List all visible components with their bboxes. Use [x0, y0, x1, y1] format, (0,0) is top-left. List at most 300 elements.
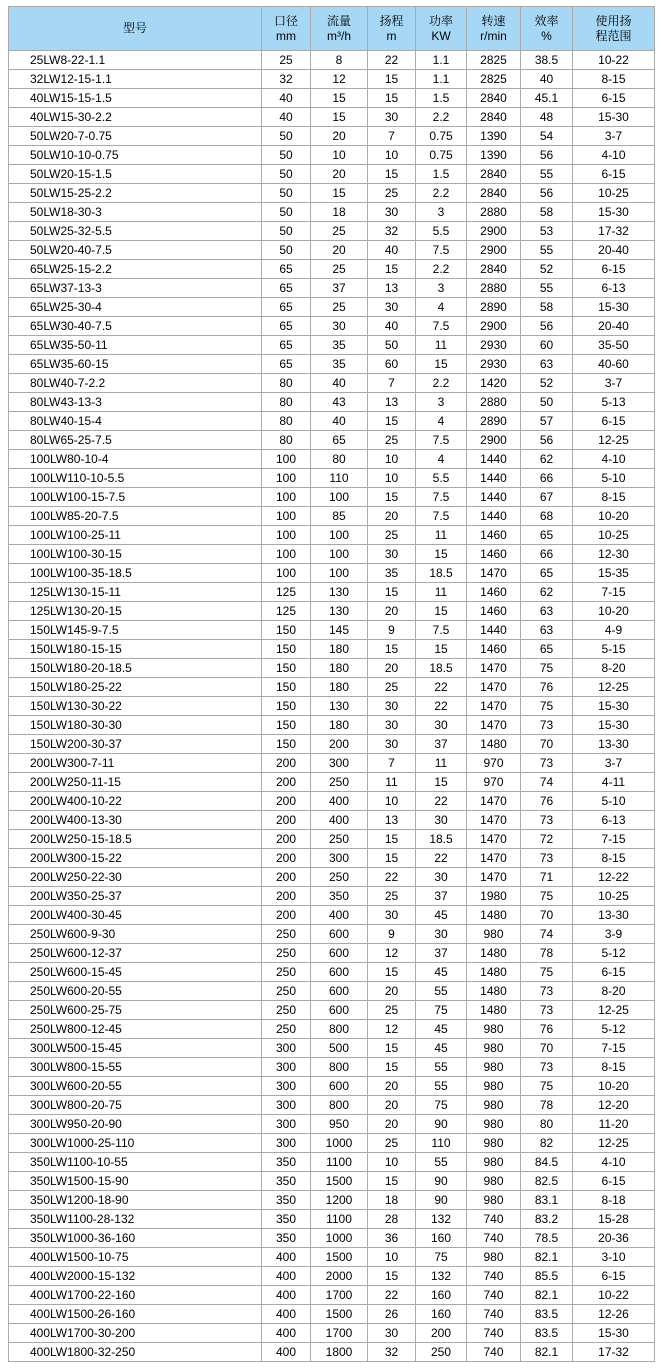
speed-cell: 980: [467, 925, 521, 944]
head-cell: 15: [368, 640, 416, 659]
efficiency-cell: 52: [521, 260, 573, 279]
speed-cell: 2880: [467, 279, 521, 298]
model-cell: 65LW37-13-3: [9, 279, 262, 298]
diameter-cell: 300: [262, 1058, 311, 1077]
model-cell: 80LW40-7-2.2: [9, 374, 262, 393]
table-row: [9, 564, 655, 583]
speed-cell: 1980: [467, 887, 521, 906]
flow-cell: 15: [311, 108, 368, 127]
head-range-cell: 10-22: [573, 51, 655, 70]
head-range-cell: 12-25: [573, 431, 655, 450]
efficiency-cell: 82.1: [521, 1286, 573, 1305]
head-range-cell: 6-15: [573, 1172, 655, 1191]
efficiency-cell: 48: [521, 108, 573, 127]
model-cell: 200LW400-13-30: [9, 811, 262, 830]
efficiency-cell: 54: [521, 127, 573, 146]
column-header-model: [9, 7, 262, 51]
model-cell: 65LW25-15-2.2: [9, 260, 262, 279]
power-cell: 22: [416, 697, 467, 716]
flow-cell: 37: [311, 279, 368, 298]
flow-cell: 1700: [311, 1286, 368, 1305]
flow-cell: 18: [311, 203, 368, 222]
speed-cell: 1470: [467, 697, 521, 716]
power-cell: 7.5: [416, 621, 467, 640]
model-cell: 250LW600-15-45: [9, 963, 262, 982]
model-cell: 25LW8-22-1.1: [9, 51, 262, 70]
model-cell: 350LW1100-28-132: [9, 1210, 262, 1229]
efficiency-cell: 66: [521, 545, 573, 564]
power-cell: 18.5: [416, 659, 467, 678]
efficiency-cell: 72: [521, 830, 573, 849]
column-header-flow: [311, 7, 368, 51]
head-range-cell: 6-15: [573, 260, 655, 279]
table-row: [9, 1020, 655, 1039]
diameter-cell: 40: [262, 89, 311, 108]
speed-cell: 2880: [467, 203, 521, 222]
model-cell: 350LW1100-10-55: [9, 1153, 262, 1172]
head-range-cell: 15-30: [573, 716, 655, 735]
model-cell: 350LW1500-15-90: [9, 1172, 262, 1191]
diameter-cell: 250: [262, 944, 311, 963]
speed-cell: 1470: [467, 678, 521, 697]
speed-cell: 980: [467, 1115, 521, 1134]
head-cell: 36: [368, 1229, 416, 1248]
efficiency-cell: 78.5: [521, 1229, 573, 1248]
diameter-cell: 65: [262, 336, 311, 355]
efficiency-cell: 57: [521, 412, 573, 431]
table-row: [9, 279, 655, 298]
speed-cell: 2900: [467, 241, 521, 260]
head-cell: 32: [368, 1343, 416, 1362]
head-cell: 40: [368, 241, 416, 260]
table-row: [9, 1172, 655, 1191]
table-row: [9, 165, 655, 184]
efficiency-cell: 73: [521, 982, 573, 1001]
head-range-cell: 5-10: [573, 792, 655, 811]
column-header-speed: [467, 7, 521, 51]
power-cell: 37: [416, 944, 467, 963]
head-range-cell: 12-26: [573, 1305, 655, 1324]
head-range-cell: 6-13: [573, 811, 655, 830]
head-cell: 11: [368, 773, 416, 792]
speed-cell: 980: [467, 1077, 521, 1096]
power-cell: 75: [416, 1096, 467, 1115]
speed-cell: 1440: [467, 450, 521, 469]
table-row: [9, 830, 655, 849]
power-cell: 18.5: [416, 564, 467, 583]
power-cell: 11: [416, 526, 467, 545]
model-cell: 200LW250-15-18.5: [9, 830, 262, 849]
table-row: [9, 184, 655, 203]
efficiency-cell: 80: [521, 1115, 573, 1134]
efficiency-cell: 63: [521, 355, 573, 374]
speed-cell: 1470: [467, 830, 521, 849]
table-row: [9, 716, 655, 735]
table-row: [9, 1267, 655, 1286]
flow-cell: 400: [311, 792, 368, 811]
head-range-cell: 4-10: [573, 450, 655, 469]
speed-cell: 980: [467, 1039, 521, 1058]
table-row: [9, 545, 655, 564]
flow-cell: 800: [311, 1020, 368, 1039]
flow-cell: 40: [311, 412, 368, 431]
diameter-cell: 80: [262, 393, 311, 412]
model-cell: 350LW1200-18-90: [9, 1191, 262, 1210]
diameter-cell: 65: [262, 317, 311, 336]
head-cell: 7: [368, 127, 416, 146]
head-range-cell: 20-40: [573, 241, 655, 260]
flow-cell: 25: [311, 298, 368, 317]
diameter-cell: 200: [262, 773, 311, 792]
efficiency-cell: 56: [521, 184, 573, 203]
column-unit: r/min: [480, 28, 507, 43]
model-cell: 100LW80-10-4: [9, 450, 262, 469]
table-row: [9, 450, 655, 469]
flow-cell: 1700: [311, 1324, 368, 1343]
speed-cell: 1480: [467, 982, 521, 1001]
model-cell: 50LW20-7-0.75: [9, 127, 262, 146]
flow-cell: 1000: [311, 1229, 368, 1248]
flow-cell: 180: [311, 716, 368, 735]
table-row: [9, 602, 655, 621]
diameter-cell: 300: [262, 1077, 311, 1096]
table-row: [9, 697, 655, 716]
head-range-cell: 5-15: [573, 640, 655, 659]
head-range-cell: 7-15: [573, 1039, 655, 1058]
model-cell: 200LW250-11-15: [9, 773, 262, 792]
speed-cell: 1420: [467, 374, 521, 393]
efficiency-cell: 83.5: [521, 1324, 573, 1343]
power-cell: 37: [416, 735, 467, 754]
column-title: 流量: [326, 13, 351, 28]
head-cell: 25: [368, 1001, 416, 1020]
diameter-cell: 400: [262, 1248, 311, 1267]
efficiency-cell: 83.5: [521, 1305, 573, 1324]
flow-cell: 600: [311, 1001, 368, 1020]
diameter-cell: 25: [262, 51, 311, 70]
efficiency-cell: 73: [521, 1001, 573, 1020]
speed-cell: 1470: [467, 716, 521, 735]
flow-cell: 8: [311, 51, 368, 70]
power-cell: 1.5: [416, 89, 467, 108]
head-cell: 30: [368, 298, 416, 317]
efficiency-cell: 68: [521, 507, 573, 526]
speed-cell: 2825: [467, 70, 521, 89]
model-cell: 400LW1700-30-200: [9, 1324, 262, 1343]
head-cell: 30: [368, 735, 416, 754]
efficiency-cell: 40: [521, 70, 573, 89]
head-range-cell: 4-10: [573, 1153, 655, 1172]
efficiency-cell: 76: [521, 678, 573, 697]
efficiency-cell: 74: [521, 773, 573, 792]
head-cell: 10: [368, 469, 416, 488]
table-row: [9, 222, 655, 241]
diameter-cell: 80: [262, 374, 311, 393]
power-cell: 15: [416, 355, 467, 374]
table-row: [9, 640, 655, 659]
power-cell: 3: [416, 279, 467, 298]
diameter-cell: 65: [262, 260, 311, 279]
speed-cell: 1460: [467, 640, 521, 659]
model-cell: 100LW100-35-18.5: [9, 564, 262, 583]
efficiency-cell: 52: [521, 374, 573, 393]
flow-cell: 80: [311, 450, 368, 469]
speed-cell: 1470: [467, 868, 521, 887]
speed-cell: 740: [467, 1210, 521, 1229]
head-cell: 30: [368, 545, 416, 564]
speed-cell: 970: [467, 754, 521, 773]
head-range-cell: 4-10: [573, 146, 655, 165]
speed-cell: 980: [467, 1248, 521, 1267]
power-cell: 2.2: [416, 374, 467, 393]
power-cell: 4: [416, 450, 467, 469]
head-range-cell: 12-25: [573, 678, 655, 697]
head-range-cell: 10-20: [573, 507, 655, 526]
power-cell: 15: [416, 640, 467, 659]
speed-cell: 2890: [467, 412, 521, 431]
head-cell: 30: [368, 906, 416, 925]
head-cell: 25: [368, 1134, 416, 1153]
table-row: [9, 925, 655, 944]
speed-cell: 980: [467, 1058, 521, 1077]
head-cell: 30: [368, 716, 416, 735]
column-header-power: [416, 7, 467, 51]
head-cell: 25: [368, 184, 416, 203]
table-row: [9, 754, 655, 773]
diameter-cell: 150: [262, 678, 311, 697]
diameter-cell: 250: [262, 963, 311, 982]
head-range-cell: 15-28: [573, 1210, 655, 1229]
diameter-cell: 200: [262, 792, 311, 811]
table-row: [9, 336, 655, 355]
head-cell: 13: [368, 393, 416, 412]
head-cell: 32: [368, 222, 416, 241]
flow-cell: 600: [311, 963, 368, 982]
efficiency-cell: 50: [521, 393, 573, 412]
table-row: [9, 431, 655, 450]
head-cell: 12: [368, 944, 416, 963]
power-cell: 55: [416, 1058, 467, 1077]
flow-cell: 250: [311, 830, 368, 849]
head-range-cell: 5-12: [573, 1020, 655, 1039]
model-cell: 300LW500-15-45: [9, 1039, 262, 1058]
flow-cell: 1000: [311, 1134, 368, 1153]
speed-cell: 740: [467, 1229, 521, 1248]
efficiency-cell: 60: [521, 336, 573, 355]
model-cell: 150LW200-30-37: [9, 735, 262, 754]
flow-cell: 200: [311, 735, 368, 754]
speed-cell: 1480: [467, 944, 521, 963]
head-cell: 13: [368, 811, 416, 830]
flow-cell: 25: [311, 222, 368, 241]
diameter-cell: 350: [262, 1229, 311, 1248]
efficiency-cell: 75: [521, 659, 573, 678]
efficiency-cell: 55: [521, 241, 573, 260]
flow-cell: 1100: [311, 1210, 368, 1229]
head-range-cell: 15-35: [573, 564, 655, 583]
column-title: 使用扬: [595, 13, 632, 28]
table-row: [9, 583, 655, 602]
power-cell: 132: [416, 1210, 467, 1229]
diameter-cell: 100: [262, 545, 311, 564]
table-body: [9, 51, 655, 1362]
diameter-cell: 100: [262, 526, 311, 545]
flow-cell: 130: [311, 602, 368, 621]
flow-cell: 43: [311, 393, 368, 412]
diameter-cell: 50: [262, 222, 311, 241]
power-cell: 90: [416, 1172, 467, 1191]
diameter-cell: 250: [262, 1020, 311, 1039]
efficiency-cell: 82.1: [521, 1248, 573, 1267]
head-cell: 10: [368, 1153, 416, 1172]
efficiency-cell: 73: [521, 849, 573, 868]
column-title: 效率: [534, 13, 559, 28]
speed-cell: 980: [467, 1172, 521, 1191]
head-range-cell: 8-15: [573, 488, 655, 507]
power-cell: 30: [416, 925, 467, 944]
head-range-cell: 15-30: [573, 108, 655, 127]
efficiency-cell: 62: [521, 450, 573, 469]
table-row: [9, 1077, 655, 1096]
table-row: [9, 89, 655, 108]
head-range-cell: 4-9: [573, 621, 655, 640]
speed-cell: 980: [467, 1096, 521, 1115]
diameter-cell: 350: [262, 1191, 311, 1210]
speed-cell: 1440: [467, 469, 521, 488]
table-row: [9, 1096, 655, 1115]
speed-cell: 1440: [467, 621, 521, 640]
table-row: [9, 355, 655, 374]
speed-cell: 1470: [467, 659, 521, 678]
flow-cell: 20: [311, 241, 368, 260]
efficiency-cell: 75: [521, 887, 573, 906]
flow-cell: 950: [311, 1115, 368, 1134]
head-range-cell: 8-18: [573, 1191, 655, 1210]
power-cell: 4: [416, 298, 467, 317]
speed-cell: 1470: [467, 849, 521, 868]
head-cell: 13: [368, 279, 416, 298]
column-header-efficiency: [521, 7, 573, 51]
head-range-cell: 20-36: [573, 1229, 655, 1248]
speed-cell: 1480: [467, 963, 521, 982]
head-range-cell: 12-20: [573, 1096, 655, 1115]
head-range-cell: 3-7: [573, 754, 655, 773]
head-cell: 26: [368, 1305, 416, 1324]
head-cell: 15: [368, 1267, 416, 1286]
diameter-cell: 150: [262, 716, 311, 735]
diameter-cell: 150: [262, 697, 311, 716]
model-cell: 32LW12-15-1.1: [9, 70, 262, 89]
head-range-cell: 12-22: [573, 868, 655, 887]
header-row: [9, 7, 655, 51]
speed-cell: 1460: [467, 583, 521, 602]
model-cell: 150LW145-9-7.5: [9, 621, 262, 640]
diameter-cell: 50: [262, 127, 311, 146]
head-range-cell: 8-15: [573, 849, 655, 868]
flow-cell: 100: [311, 526, 368, 545]
efficiency-cell: 56: [521, 317, 573, 336]
flow-cell: 250: [311, 868, 368, 887]
speed-cell: 2840: [467, 108, 521, 127]
power-cell: 30: [416, 811, 467, 830]
efficiency-cell: 63: [521, 621, 573, 640]
flow-cell: 130: [311, 697, 368, 716]
efficiency-cell: 76: [521, 1020, 573, 1039]
power-cell: 7.5: [416, 507, 467, 526]
efficiency-cell: 67: [521, 488, 573, 507]
head-range-cell: 15-30: [573, 298, 655, 317]
model-cell: 400LW1500-26-160: [9, 1305, 262, 1324]
model-cell: 100LW100-30-15: [9, 545, 262, 564]
head-range-cell: 10-25: [573, 887, 655, 906]
speed-cell: 980: [467, 1020, 521, 1039]
head-range-cell: 40-60: [573, 355, 655, 374]
flow-cell: 400: [311, 811, 368, 830]
speed-cell: 1470: [467, 811, 521, 830]
flow-cell: 1500: [311, 1305, 368, 1324]
table-row: [9, 678, 655, 697]
head-cell: 22: [368, 868, 416, 887]
head-cell: 9: [368, 621, 416, 640]
diameter-cell: 400: [262, 1267, 311, 1286]
table-row: [9, 887, 655, 906]
table-row: [9, 659, 655, 678]
head-range-cell: 15-30: [573, 203, 655, 222]
flow-cell: 100: [311, 564, 368, 583]
table-row: [9, 393, 655, 412]
table-row: [9, 298, 655, 317]
power-cell: 3: [416, 393, 467, 412]
head-cell: 20: [368, 1096, 416, 1115]
head-range-cell: 6-15: [573, 89, 655, 108]
efficiency-cell: 83.2: [521, 1210, 573, 1229]
flow-cell: 1800: [311, 1343, 368, 1362]
power-cell: 45: [416, 1020, 467, 1039]
power-cell: 160: [416, 1305, 467, 1324]
diameter-cell: 200: [262, 754, 311, 773]
power-cell: 1.1: [416, 70, 467, 89]
model-cell: 300LW600-20-55: [9, 1077, 262, 1096]
power-cell: 45: [416, 906, 467, 925]
diameter-cell: 400: [262, 1343, 311, 1362]
power-cell: 250: [416, 1343, 467, 1362]
head-cell: 30: [368, 203, 416, 222]
flow-cell: 40: [311, 374, 368, 393]
power-cell: 132: [416, 1267, 467, 1286]
head-cell: 12: [368, 1020, 416, 1039]
model-cell: 200LW400-10-22: [9, 792, 262, 811]
model-cell: 100LW100-25-11: [9, 526, 262, 545]
flow-cell: 25: [311, 260, 368, 279]
diameter-cell: 400: [262, 1286, 311, 1305]
efficiency-cell: 65: [521, 564, 573, 583]
diameter-cell: 100: [262, 488, 311, 507]
head-range-cell: 8-20: [573, 982, 655, 1001]
table-row: [9, 1191, 655, 1210]
power-cell: 2.2: [416, 184, 467, 203]
model-cell: 50LW20-15-1.5: [9, 165, 262, 184]
head-cell: 20: [368, 602, 416, 621]
power-cell: 3: [416, 203, 467, 222]
head-range-cell: 17-32: [573, 1343, 655, 1362]
speed-cell: 2900: [467, 222, 521, 241]
pump-spec-table: [8, 6, 655, 1362]
efficiency-cell: 58: [521, 203, 573, 222]
efficiency-cell: 74: [521, 925, 573, 944]
power-cell: 75: [416, 1001, 467, 1020]
efficiency-cell: 73: [521, 716, 573, 735]
head-range-cell: 3-9: [573, 925, 655, 944]
